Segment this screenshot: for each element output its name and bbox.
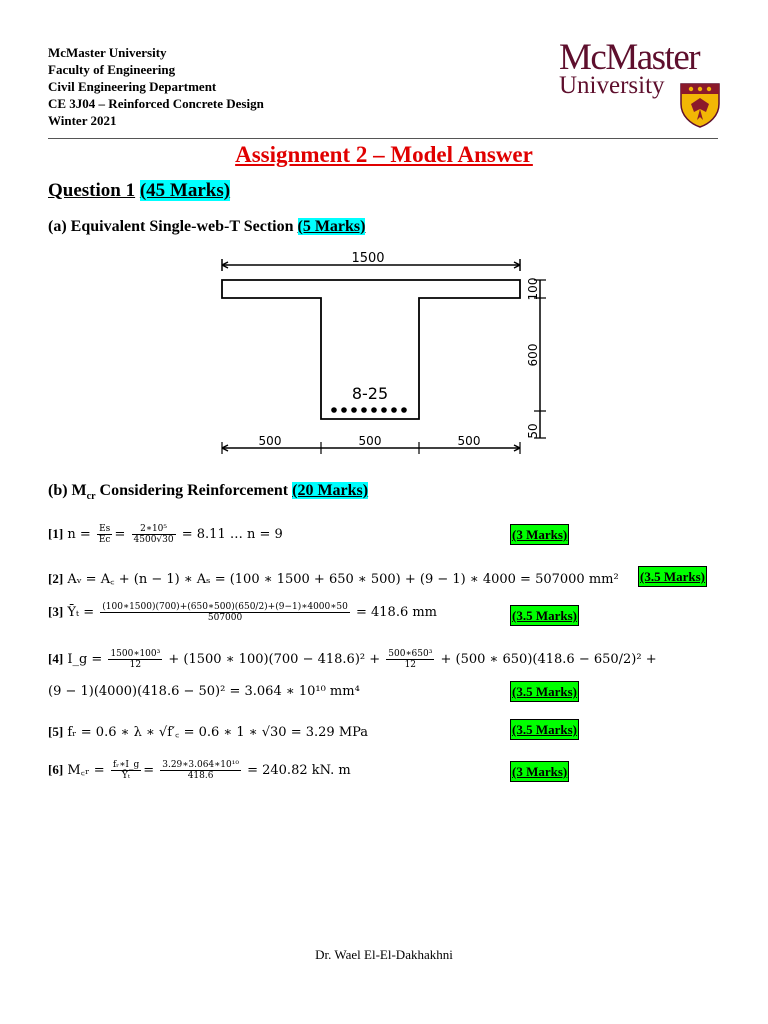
step-2-marks-badge: (3.5 Marks) xyxy=(638,566,707,587)
header-term: Winter 2021 xyxy=(48,113,117,128)
course-header xyxy=(48,44,264,129)
eq1-f1-num: Es xyxy=(97,524,113,535)
eq4-lhs: I_g = xyxy=(67,652,103,667)
eq4-f1-den: 12 xyxy=(129,660,142,670)
eq3-lhs: Ȳₜ = xyxy=(67,605,95,620)
step-1-marks-badge: (3 Marks) xyxy=(510,524,569,545)
part-b-marks: (20 Marks) xyxy=(292,482,369,499)
page-footer: Dr. Wael El-El-Dakhakhni xyxy=(315,947,453,962)
step-5-marks xyxy=(510,721,579,739)
step-2-marks xyxy=(638,568,707,586)
part-a-label: (a) Equivalent Single-web-T Section xyxy=(48,218,294,235)
eq6-lhs: M꜀ᵣ = xyxy=(67,763,105,778)
dim-bottom-center: 500 xyxy=(358,434,382,448)
rebar-label: 8-25 xyxy=(351,384,389,403)
question-heading xyxy=(48,180,230,202)
eq6-f1-num: fᵣ∗I_g xyxy=(112,760,140,770)
dim-flange-depth: 100 xyxy=(526,277,540,301)
step-6-marks xyxy=(510,763,569,781)
logo-university: University xyxy=(559,72,665,99)
step-3-marks-badge: (3.5 Marks) xyxy=(510,605,579,626)
crest-icon xyxy=(679,82,721,128)
step-1-marks xyxy=(510,526,569,544)
step-6-equation: [6] M꜀ᵣ = $\frac{\text{fᵣ∗I\_g}}{\text{Ȳₜ}}$ = $\frac{\text{3.29∗3.064∗10¹⁰}}{418.6}$ = 240.82 kN. m xyxy=(48,760,351,781)
step-5-number: [5] xyxy=(48,724,64,739)
eq6-result: = 240.82 kN. m xyxy=(247,763,351,778)
eq4-f1-num: 1500∗100³ xyxy=(110,649,161,659)
question-marks: (45 Marks) xyxy=(139,180,231,201)
eq3-result: = 418.6 mm xyxy=(355,605,438,620)
step-3-equation xyxy=(48,602,437,623)
dim-top-width: 1500 xyxy=(351,251,385,266)
eq3-fraction xyxy=(100,602,350,623)
logo-wordmark: McMaster xyxy=(559,37,700,78)
header-university: McMaster University xyxy=(48,45,167,60)
step-4-marks xyxy=(510,683,579,701)
eq1-f2-den: 4500√30 xyxy=(133,535,174,545)
step-6-number: [6] xyxy=(48,762,64,777)
eq5-text: fᵣ = 0.6 ∗ λ ∗ √f′꜀ = 0.6 ∗ 1 ∗ √30 = 3.29 MPa xyxy=(67,725,369,740)
question-label: Question 1 xyxy=(48,180,136,201)
step-3-number: [3] xyxy=(48,604,64,619)
eq6-f2-den: 418.6 xyxy=(187,771,214,781)
part-b-label-post: Considering Reinforcement xyxy=(95,482,289,499)
step-5-marks-badge: (3.5 Marks) xyxy=(510,719,579,740)
rebar-dots xyxy=(331,407,407,413)
eq1-fraction-1 xyxy=(97,524,113,545)
eq6-fraction-1 xyxy=(111,760,141,781)
eq4-line2: (9 − 1)(4000)(418.6 − 50)² = 3.064 ∗ 10¹⁰ mm⁴ xyxy=(48,684,360,699)
eq3-num: (100∗1500)(700)+(650∗500)(650/2)+(9−1)∗4000∗50 xyxy=(102,602,348,612)
part-b-heading xyxy=(48,482,368,502)
eq1-result: = 8.11 … n = 9 xyxy=(181,527,283,542)
eq2-text: Aᵥ = A꜀ + (n − 1) ∗ Aₛ = (100 ∗ 1500 + 650 ∗ 500) + (9 − 1) ∗ 4000 = 507000 mm² xyxy=(67,572,619,587)
eq4-fraction-2 xyxy=(386,649,434,670)
dim-bottom-left: 500 xyxy=(258,434,282,448)
eq6-fraction-2 xyxy=(160,760,241,781)
step-4-marks-badge: (3.5 Marks) xyxy=(510,681,579,702)
part-a-heading xyxy=(48,218,365,236)
step-4-equation xyxy=(48,649,657,670)
step-2-number: [2] xyxy=(48,571,64,586)
page-title: Assignment 2 – Model Answer xyxy=(235,142,533,167)
step-2-equation xyxy=(48,569,619,587)
eq1-f1-den: Ec xyxy=(98,535,111,545)
eq3-den: 507000 xyxy=(207,613,243,623)
step-1-number: [1] xyxy=(48,526,64,541)
dim-bottom-right: 500 xyxy=(457,434,481,448)
eq1-fraction-2 xyxy=(132,524,176,545)
eq4-f2-num: 500∗650³ xyxy=(388,649,433,659)
step-6-marks-badge: (3 Marks) xyxy=(510,761,569,782)
part-b-label-pre: (b) M xyxy=(48,482,87,499)
step-1-equation: [1] n = $\frac{Es}{Ec}$ = $\frac{\text{2∗10⁵}}{4500√30}$ = 8.11 … n = 9 xyxy=(48,524,283,545)
eq1-f2-num: 2∗10⁵ xyxy=(132,524,176,535)
eq4-f2-den: 12 xyxy=(404,660,417,670)
dim-cover: 50 xyxy=(526,423,540,439)
header-faculty: Faculty of Engineering xyxy=(48,62,176,77)
step-4-number: [4] xyxy=(48,651,64,666)
step-4-equation-cont xyxy=(48,684,360,699)
eq6-f1-den: Ȳₜ xyxy=(121,771,131,781)
eq4-middle: + (1500 ∗ 100)(700 − 418.6)² + xyxy=(168,652,381,667)
step-3-marks xyxy=(510,607,579,625)
step-5-equation xyxy=(48,722,368,740)
eq4-fraction-1 xyxy=(108,649,162,670)
t-section-diagram xyxy=(205,243,560,458)
mcmaster-logo xyxy=(559,38,724,128)
header-course: CE 3J04 – Reinforced Concrete Design xyxy=(48,96,264,111)
eq6-f2-num: 3.29∗3.064∗10¹⁰ xyxy=(162,760,239,770)
eq1-lhs: n = xyxy=(67,527,91,542)
dim-web-depth: 600 xyxy=(526,343,540,367)
header-department: Civil Engineering Department xyxy=(48,79,217,94)
header-divider xyxy=(48,138,718,139)
part-a-marks: (5 Marks) xyxy=(297,218,366,235)
part-b-label-sub: cr xyxy=(86,491,96,503)
eq4-tail: + (500 ∗ 650)(418.6 − 650/2)² + xyxy=(440,652,657,667)
